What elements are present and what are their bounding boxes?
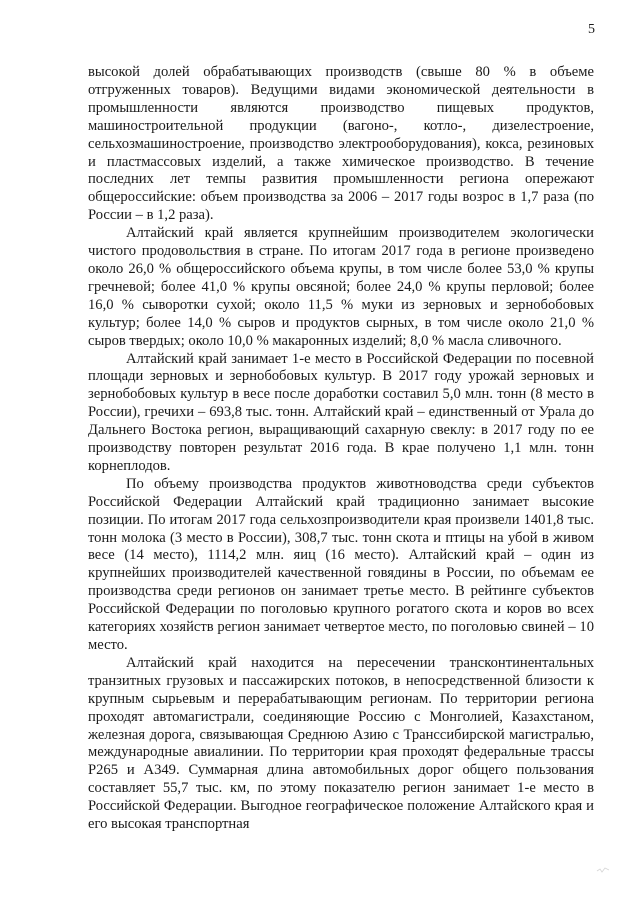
document-body	[88, 64, 594, 834]
page-number: 5	[588, 22, 595, 37]
scan-artifact	[596, 866, 610, 874]
paragraph-food-production: Алтайский край является крупнейшим производителем экологически чистого продовольствия в стране. По итогам 2017 года в регионе произведено около 26,0 % общероссийского объема крупы, в том числе более 53,0 % крупы гречневой; более 41,0 % крупы овсяной; более 24,0 % крупы перловой; более 16,0 % сыворотки сухой; около 11,5 % муки из зерновых и зернобобовых культур; более 14,0 % сыров и продуктов сырных, в том числе около 21,0 % сыров твердых; около 10,0 % макаронных изделий; 8,0 % масла сливочного.	[88, 225, 594, 349]
paragraph-livestock: По объему производства продуктов животноводства среди субъектов Российской Федерации Алтайский край традиционно занимает высокие позиции. По итогам 2017 года сельхозпроизводители края произвели 1401,8 тыс. тонн молока (3 место в России), 308,7 тыс. тонн скота и птицы на убой в живом весе (14 место), 1114,2 млн. яиц (16 место). Алтайский край – один из крупнейших производителей качественной говядины в России, по объемам ее производства среди регионов он занимает третье место. В рейтинге субъектов Российской Федерации по поголовью крупного рогатого скота и коров во всех категориях хозяйств регион занимает четвертое место, по поголовью свиней – 10 место.	[88, 475, 594, 653]
paragraph-transport: Алтайский край находится на пересечении трансконтинентальных транзитных грузовых и пассажирских потоков, в непосредственной близости к крупным сырьевым и перерабатывающим регионам. По территории региона проходят автомагистрали, соединяющие Россию с Монголией, Казахстаном, железная дорога, связывающая Среднюю Азию с Транссибирской магистралью, международные авиалинии. По территории края проходят федеральные трассы Р265 и А349. Суммарная длина автомобильных дорог общего пользования составляет 55,7 тыс. км, по этому показателю регион занимает 1-е место в Российской Федерации. Выгодное географическое положение Алтайского края и его высокая транспортная	[88, 654, 594, 833]
paragraph-industry: высокой долей обрабатывающих производств (свыше 80 % в объеме отгруженных товаров). Ведущими видами экономической деятельности в промышленности являются производство пищевых продуктов, машиностроительной продукции (вагоно-, котло-, дизелестроение, сельхозмашиностроение, производство электрооборудования), кокса, резиновых и пластмассовых изделий, а также химическое производство. В течение последних лет темпы развития промышленности региона опережают общероссийские: объем производства за 2006 – 2017 годы возрос в 1,7 раза (по России – в 1,2 раза).	[88, 64, 594, 224]
paragraph-crops: Алтайский край занимает 1-е место в Российской Федерации по посевной площади зерновых и зернобобовых культур. В 2017 году урожай зерновых и зернобобовых культур в весе после доработки составил 5,0 млн. тонн (8 место в России), гречихи – 693,8 тыс. тонн. Алтайский край – единственный от Урала до Дальнего Востока регион, выращивающий сахарную свеклу: в 2017 году по ее производству повторен результат 2016 года. В крае получено 1,1 млн. тонн корнеплодов.	[88, 350, 594, 474]
